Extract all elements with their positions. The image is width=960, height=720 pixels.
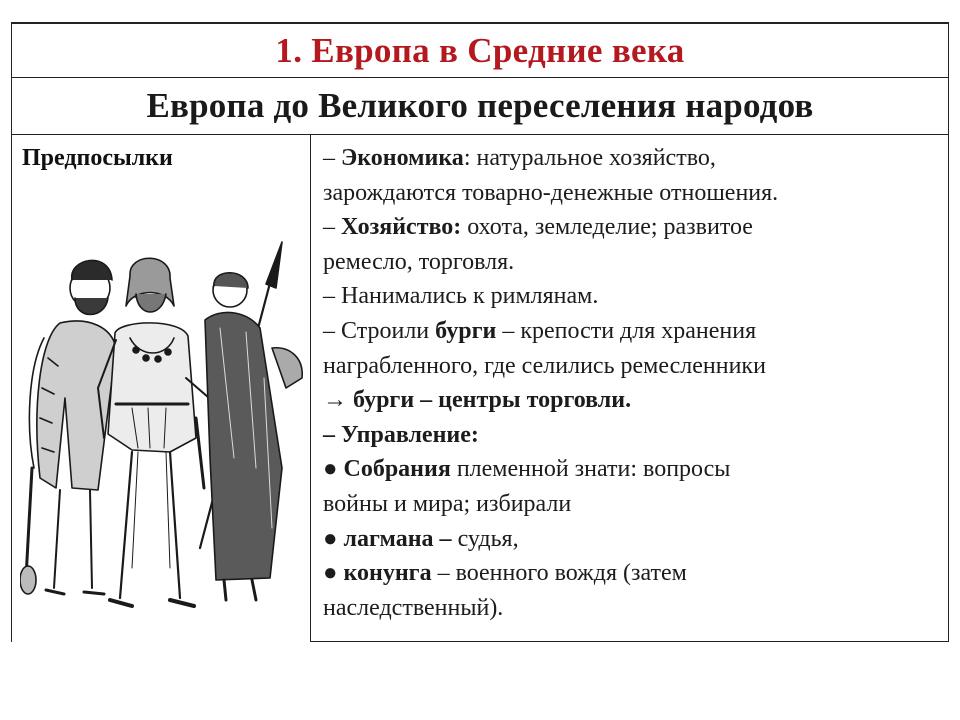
line-lagman: ● лагмана – судья, xyxy=(323,525,519,552)
line-konung: ● конунга – военного вождя (затем xyxy=(323,560,687,587)
title-row xyxy=(11,22,949,78)
line-economy: – Экономика: натуральное хозяйство, xyxy=(323,145,716,171)
line-konung-cont: наследственный). xyxy=(323,594,504,621)
line-burgs-cont: награбленного, где селились ремесленники xyxy=(323,352,766,379)
line-household-cont: ремесло, торговля. xyxy=(323,248,515,275)
line-economy-cont: зарождаются товарно-денежные отношения. xyxy=(323,179,779,206)
line-assemblies-cont: войны и мира; избирали xyxy=(323,490,572,517)
line-governance: – Управление: xyxy=(323,421,479,448)
subtitle-row xyxy=(11,78,949,135)
right-cell xyxy=(310,135,949,642)
line-household: – Хозяйство: охота, земледелие; развитое xyxy=(323,214,753,241)
germanic-warriors-illustration xyxy=(20,228,320,648)
slide-title: 1. Европа в Средние века xyxy=(275,30,685,70)
line-mercenaries: – Нанимались к римлянам. xyxy=(323,283,599,310)
prerequisites-label: Предпосылки xyxy=(22,145,173,171)
line-burgs-trade: → бурги – центры торговли. xyxy=(323,387,632,414)
line-burgs: – Строили бурги – крепости для хранения xyxy=(323,317,757,344)
content-text xyxy=(323,141,943,625)
slide-subtitle: Европа до Великого переселения народов xyxy=(146,86,814,125)
line-assemblies: ● Собрания племенной знати: вопросы xyxy=(323,456,731,483)
